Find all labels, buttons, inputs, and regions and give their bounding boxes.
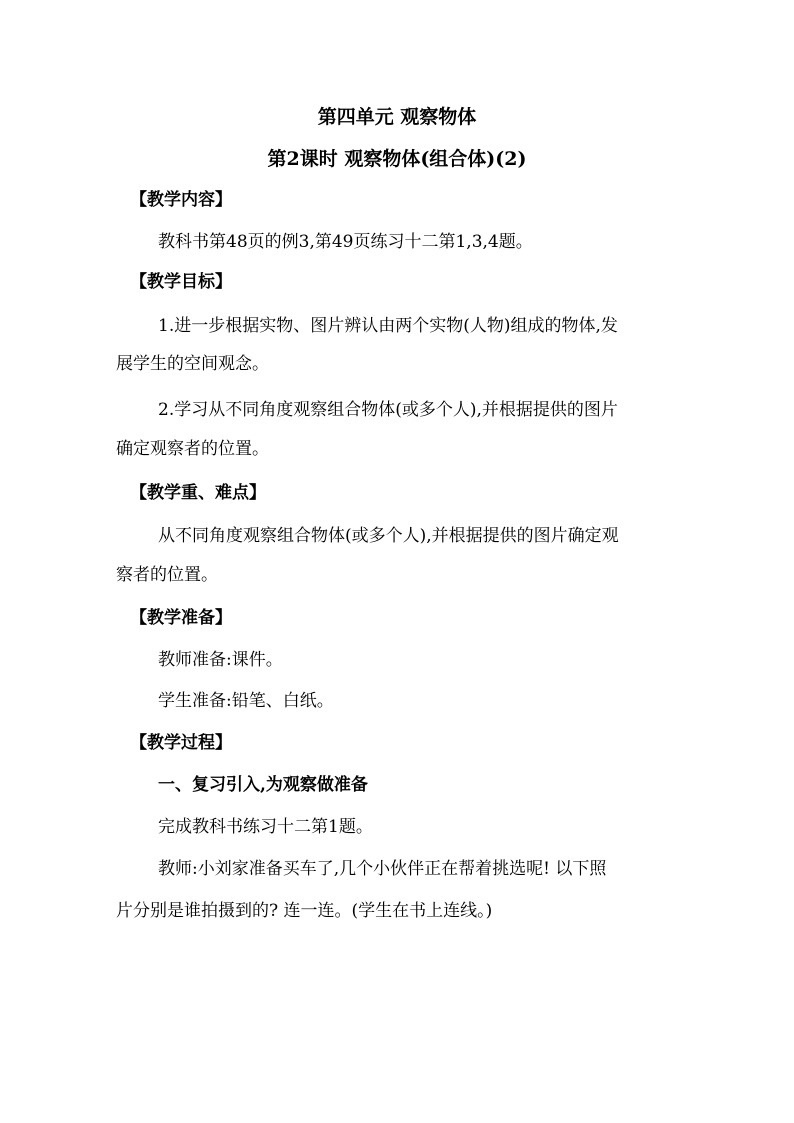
process-heading: 【教学过程】 (130, 733, 232, 753)
lesson-title: 第2课时 观察物体(组合体)(2) (267, 148, 527, 170)
goal-1-line-1: 1.进一步根据实物、图片辨认由两个实物(人物)组成的物体,发 (158, 316, 618, 336)
prep-teacher: 教师准备:课件。 (158, 650, 283, 670)
content-text: 教科书第48页的例3,第49页练习十二第1,3,4题。 (158, 232, 533, 252)
goals-heading: 【教学目标】 (130, 272, 232, 292)
goal-2-line-1: 2.学习从不同角度观察组合物体(或多个人),并根据提供的图片 (158, 400, 618, 420)
step-1-text: 完成教科书练习十二第1题。 (158, 817, 373, 837)
keypoints-line-2: 察者的位置。 (116, 565, 218, 585)
prep-student: 学生准备:铅笔、白纸。 (158, 691, 334, 711)
keypoints-heading: 【教学重、难点】 (130, 483, 266, 503)
prep-heading: 【教学准备】 (130, 608, 232, 628)
step-1-heading: 一、复习引入,为观察做准备 (158, 775, 368, 795)
content-heading: 【教学内容】 (130, 190, 232, 210)
goal-2-line-2: 确定观察者的位置。 (116, 439, 269, 459)
step-1-dialog-line-1: 教师:小刘家准备买车了,几个小伙伴正在帮着挑选呢! 以下照 (158, 859, 607, 879)
keypoints-line-1: 从不同角度观察组合物体(或多个人),并根据提供的图片确定观 (158, 526, 619, 546)
unit-title: 第四单元 观察物体 (317, 106, 477, 128)
step-1-dialog-line-2: 片分别是谁拍摄到的? 连一连。(学生在书上连线。) (116, 901, 493, 921)
goal-1-line-2: 展学生的空间观念。 (116, 354, 269, 374)
